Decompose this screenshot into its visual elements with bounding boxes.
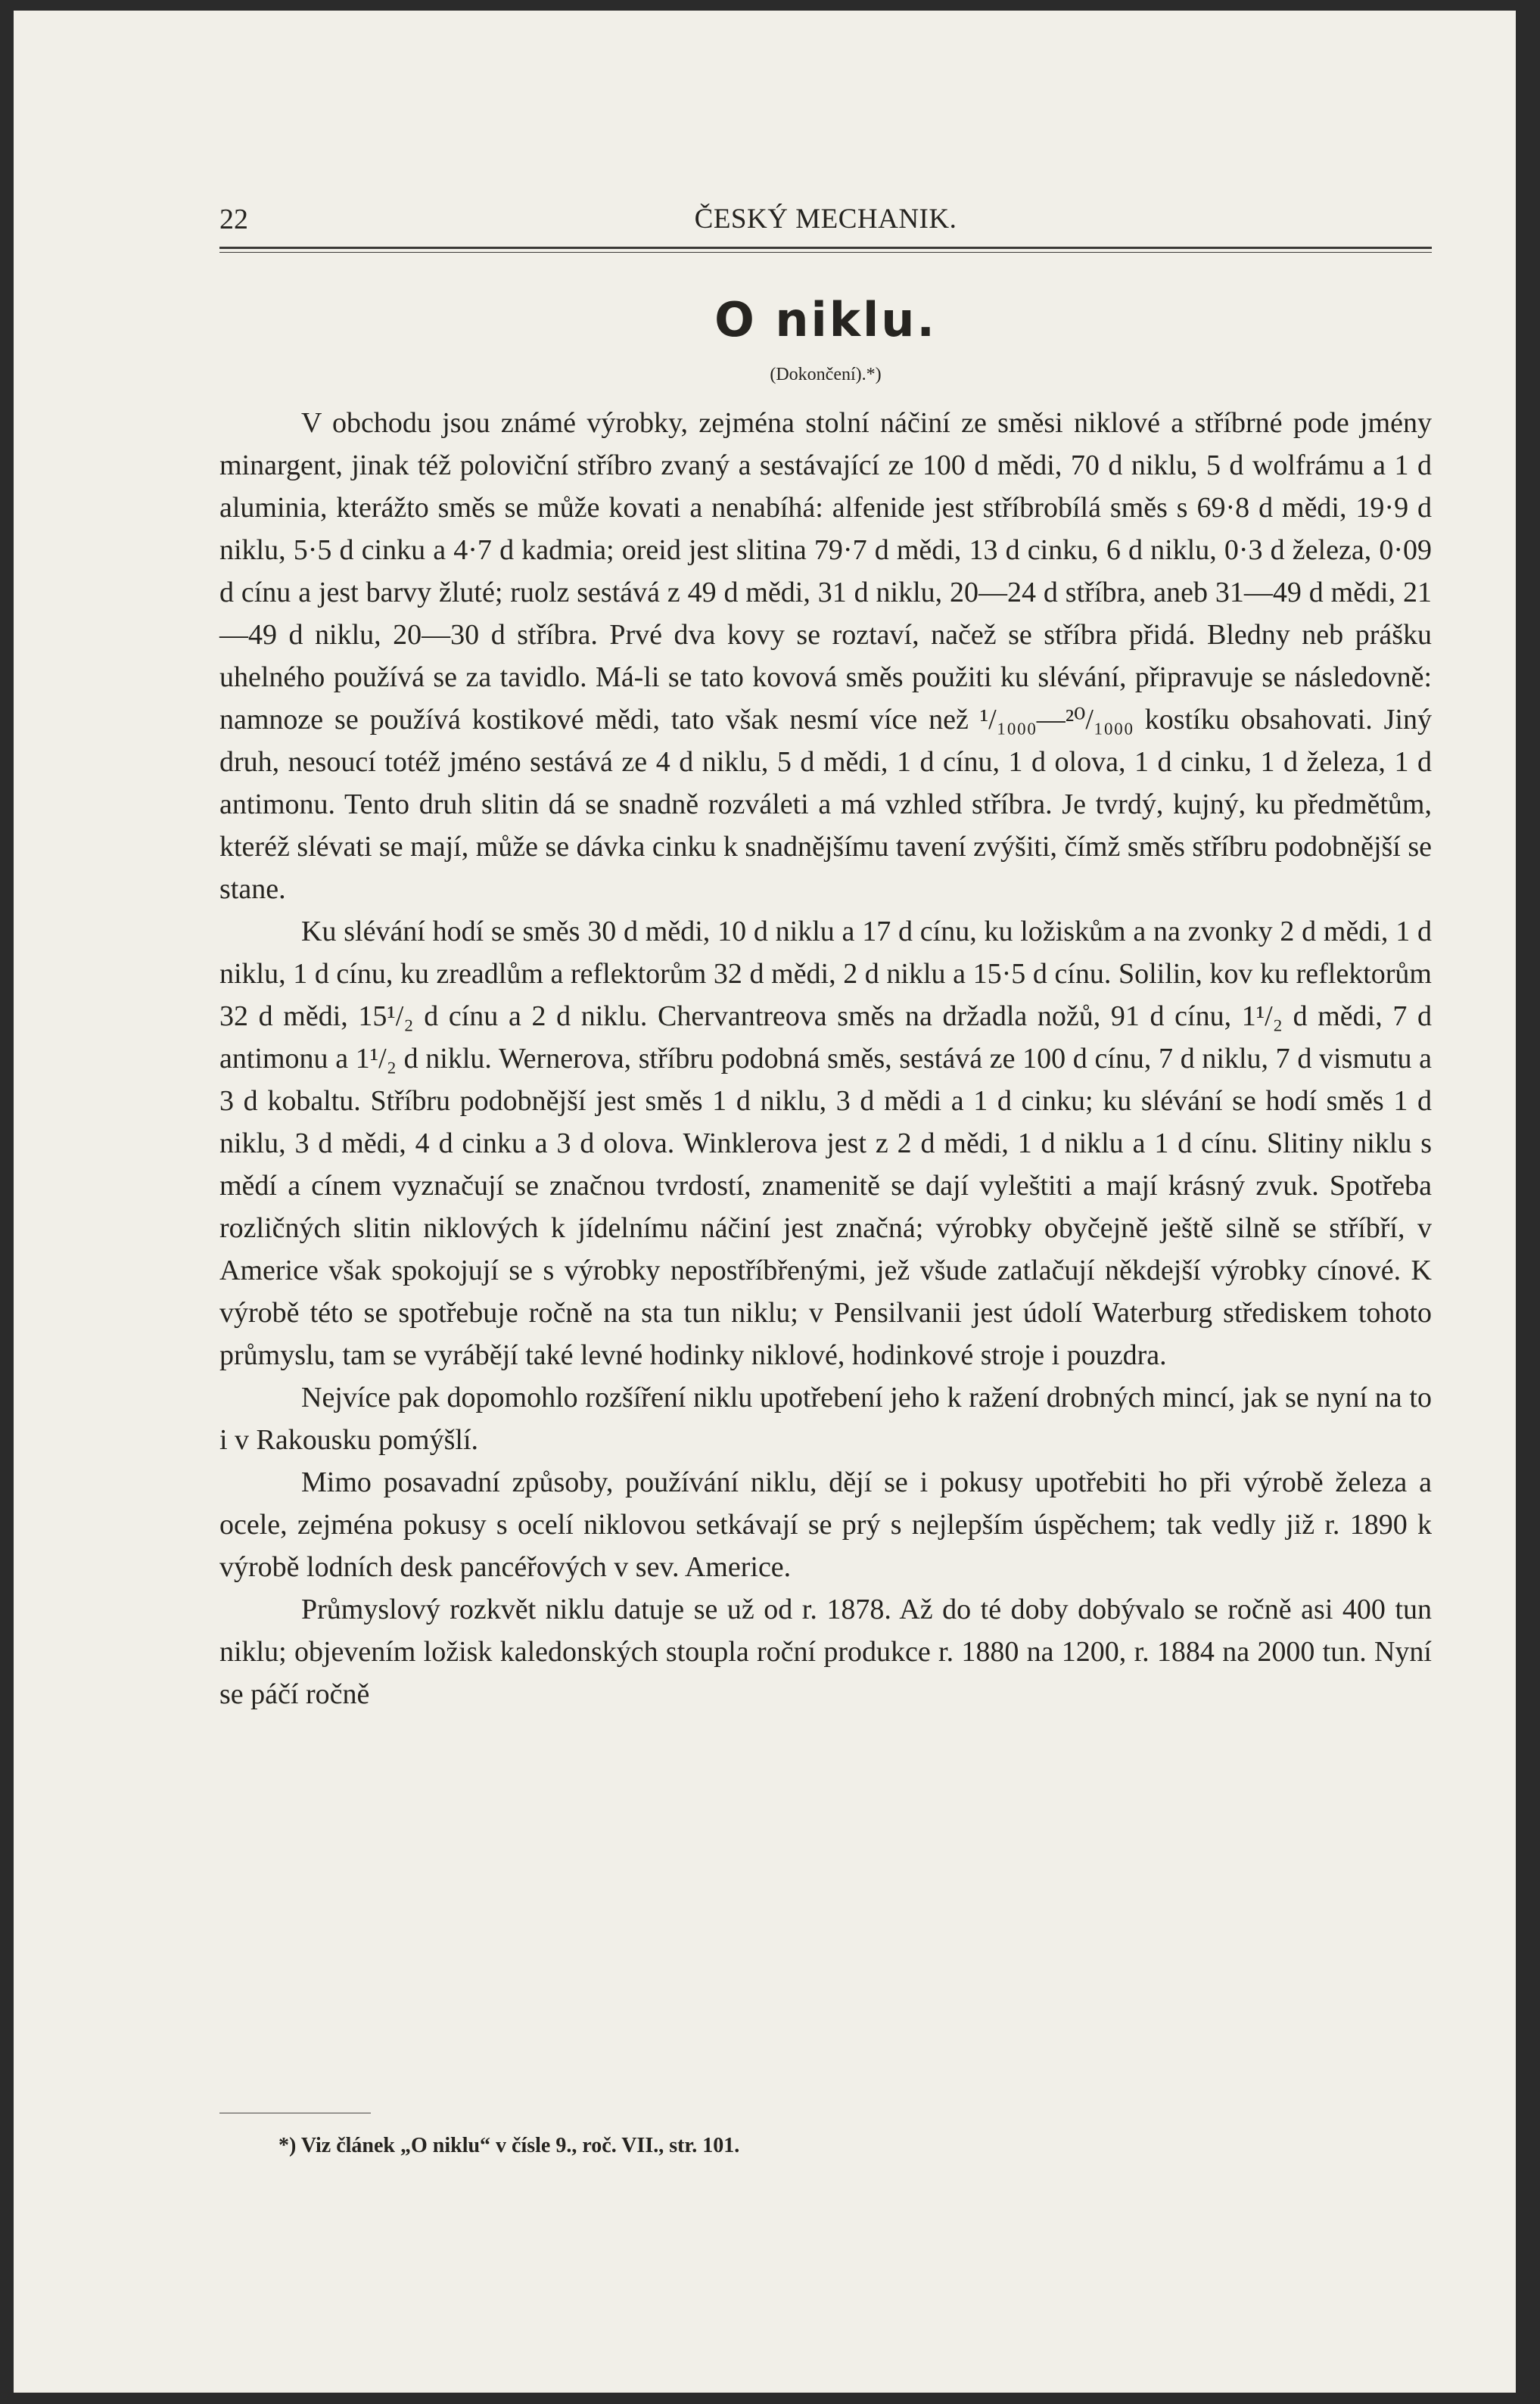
page-number: 22 xyxy=(219,204,248,235)
header-rule xyxy=(219,247,1432,253)
footnote: *) Viz článek „O niklu“ v čísle 9., roč. VII., str. 101. xyxy=(278,2134,740,2157)
paragraph-1: V obchodu jsou známé výrobky, zejména stolní náčiní ze směsi niklové a stříbrné pode jmény minargent, jinak též poloviční stříbro zvaný a sestávající ze 100 d mědi, 70 d niklu, 5 d wolfrámu a 1 d aluminia, kterážto směs se může kovati a nenabíhá: alfenide jest stříbrobílá směs s 69·8 d mědi, 19·9 d niklu, 5·5 d cinku a 4·7 d kadmia; oreid jest slitina 79·7 d mědi, 13 d cinku, 6 d niklu, 0·3 d železa, 0·09 d cínu a jest barvy žluté; ruolz sestává z 49 d mědi, 31 d niklu, 20—24 d stříbra, aneb 31—49 d mědi, 21—49 d niklu, 20—30 d stříbra. Prvé dva kovy se roztaví, načež se stříbra přidá. Bledny neb prášku uhelného používá se za tavidlo. Má-li se tato kovová směs použiti ku slévání, připravuje se následovně: namnoze se používá kostikové mědi, tato však nesmí více než ¹/₁₀₀₀—²⁰/₁₀₀₀ kostíku obsahovati. Jiný druh, nesoucí totéž jméno sestává ze 4 d niklu, 5 d mědi, 1 d cínu, 1 d olova, 1 d cinku, 1 d železa, 1 d antimonu. Tento druh slitin dá se snadně rozváleti a má vzhled stříbra. Je tvrdý, kujný, ku předmětům, kteréž slévati se mají, může se dávka cinku k snadnějšímu tavení zvýšiti, čímž směs stříbru podobnější se stane. xyxy=(219,407,1432,905)
running-title: ČESKÝ MECHANIK. xyxy=(694,204,957,235)
article-body xyxy=(219,402,1432,1715)
page-header xyxy=(219,203,1432,241)
document-page xyxy=(14,11,1516,2393)
article-title: O niklu. xyxy=(714,292,937,347)
paragraph-5: Průmyslový rozkvět niklu datuje se už od r. 1878. Až do té doby dobývalo se ročně asi 400 tun niklu; objevením ložisk kaledonských stoupla roční produkce r. 1880 na 1200, r. 1884 na 2000 tun. Nyní se páčí ročně xyxy=(219,1594,1432,1710)
paragraph-3: Nejvíce pak dopomohlo rozšíření niklu upotřebení jeho k ražení drobných mincí, jak se nyní na to i v Rakousku pomýšlí. xyxy=(219,1382,1432,1456)
article-subtitle: (Dokončení).*) xyxy=(770,365,882,384)
paragraph-2: Ku slévání hodí se směs 30 d mědi, 10 d niklu a 17 d cínu, ku ložiskům a na zvonky 2 d mědi, 1 d niklu, 1 d cínu, ku zreadlům a reflektorům 32 d mědi, 2 d niklu a 15·5 d cínu. Solilin, kov ku reflektorům 32 d mědi, 15¹/₂ d cínu a 2 d niklu. Chervantreova směs na držadla nožů, 91 d cínu, 1¹/₂ d mědi, 7 d antimonu a 1¹/₂ d niklu. Wernerova, stříbru podobná směs, sestává ze 100 d cínu, 7 d niklu, 7 d vismutu a 3 d kobaltu. Stříbru podobnější jest směs 1 d niklu, 3 d mědi a 1 d cinku; ku slévání se hodí směs 1 d niklu, 3 d mědi, 4 d cinku a 3 d olova. Winklerova jest z 2 d mědi, 1 d niklu a 1 d cínu. Slitiny niklu s mědí a cínem vyznačují se značnou tvrdostí, znamenitě se dají vyleštiti a mají krásný zvuk. Spotřeba rozličných slitin niklových k jídelnímu náčiní jest značná; výrobky obyčejně ještě silně se stříbří, v Americe však spokojují se s výrobky nepostříbřenými, jež všude zatlačují někdejší výrobky cínové. K výrobě této se spotřebuje ročně na sta tun niklu; v Pensilvanii jest údolí Waterburg střediskem tohoto průmyslu, tam se vyrábějí také levné hodinky niklové, hodinkové stroje i pouzdra. xyxy=(219,916,1432,1371)
paragraph-4: Mimo posavadní způsoby, používání niklu, dějí se i pokusy upotřebiti ho při výrobě železa a ocele, zejména pokusy s ocelí niklovou setkávají se prý s nejlepším úspěchem; tak vedly již r. 1890 k výrobě lodních desk pancéřových v sev. Americe. xyxy=(219,1466,1432,1583)
